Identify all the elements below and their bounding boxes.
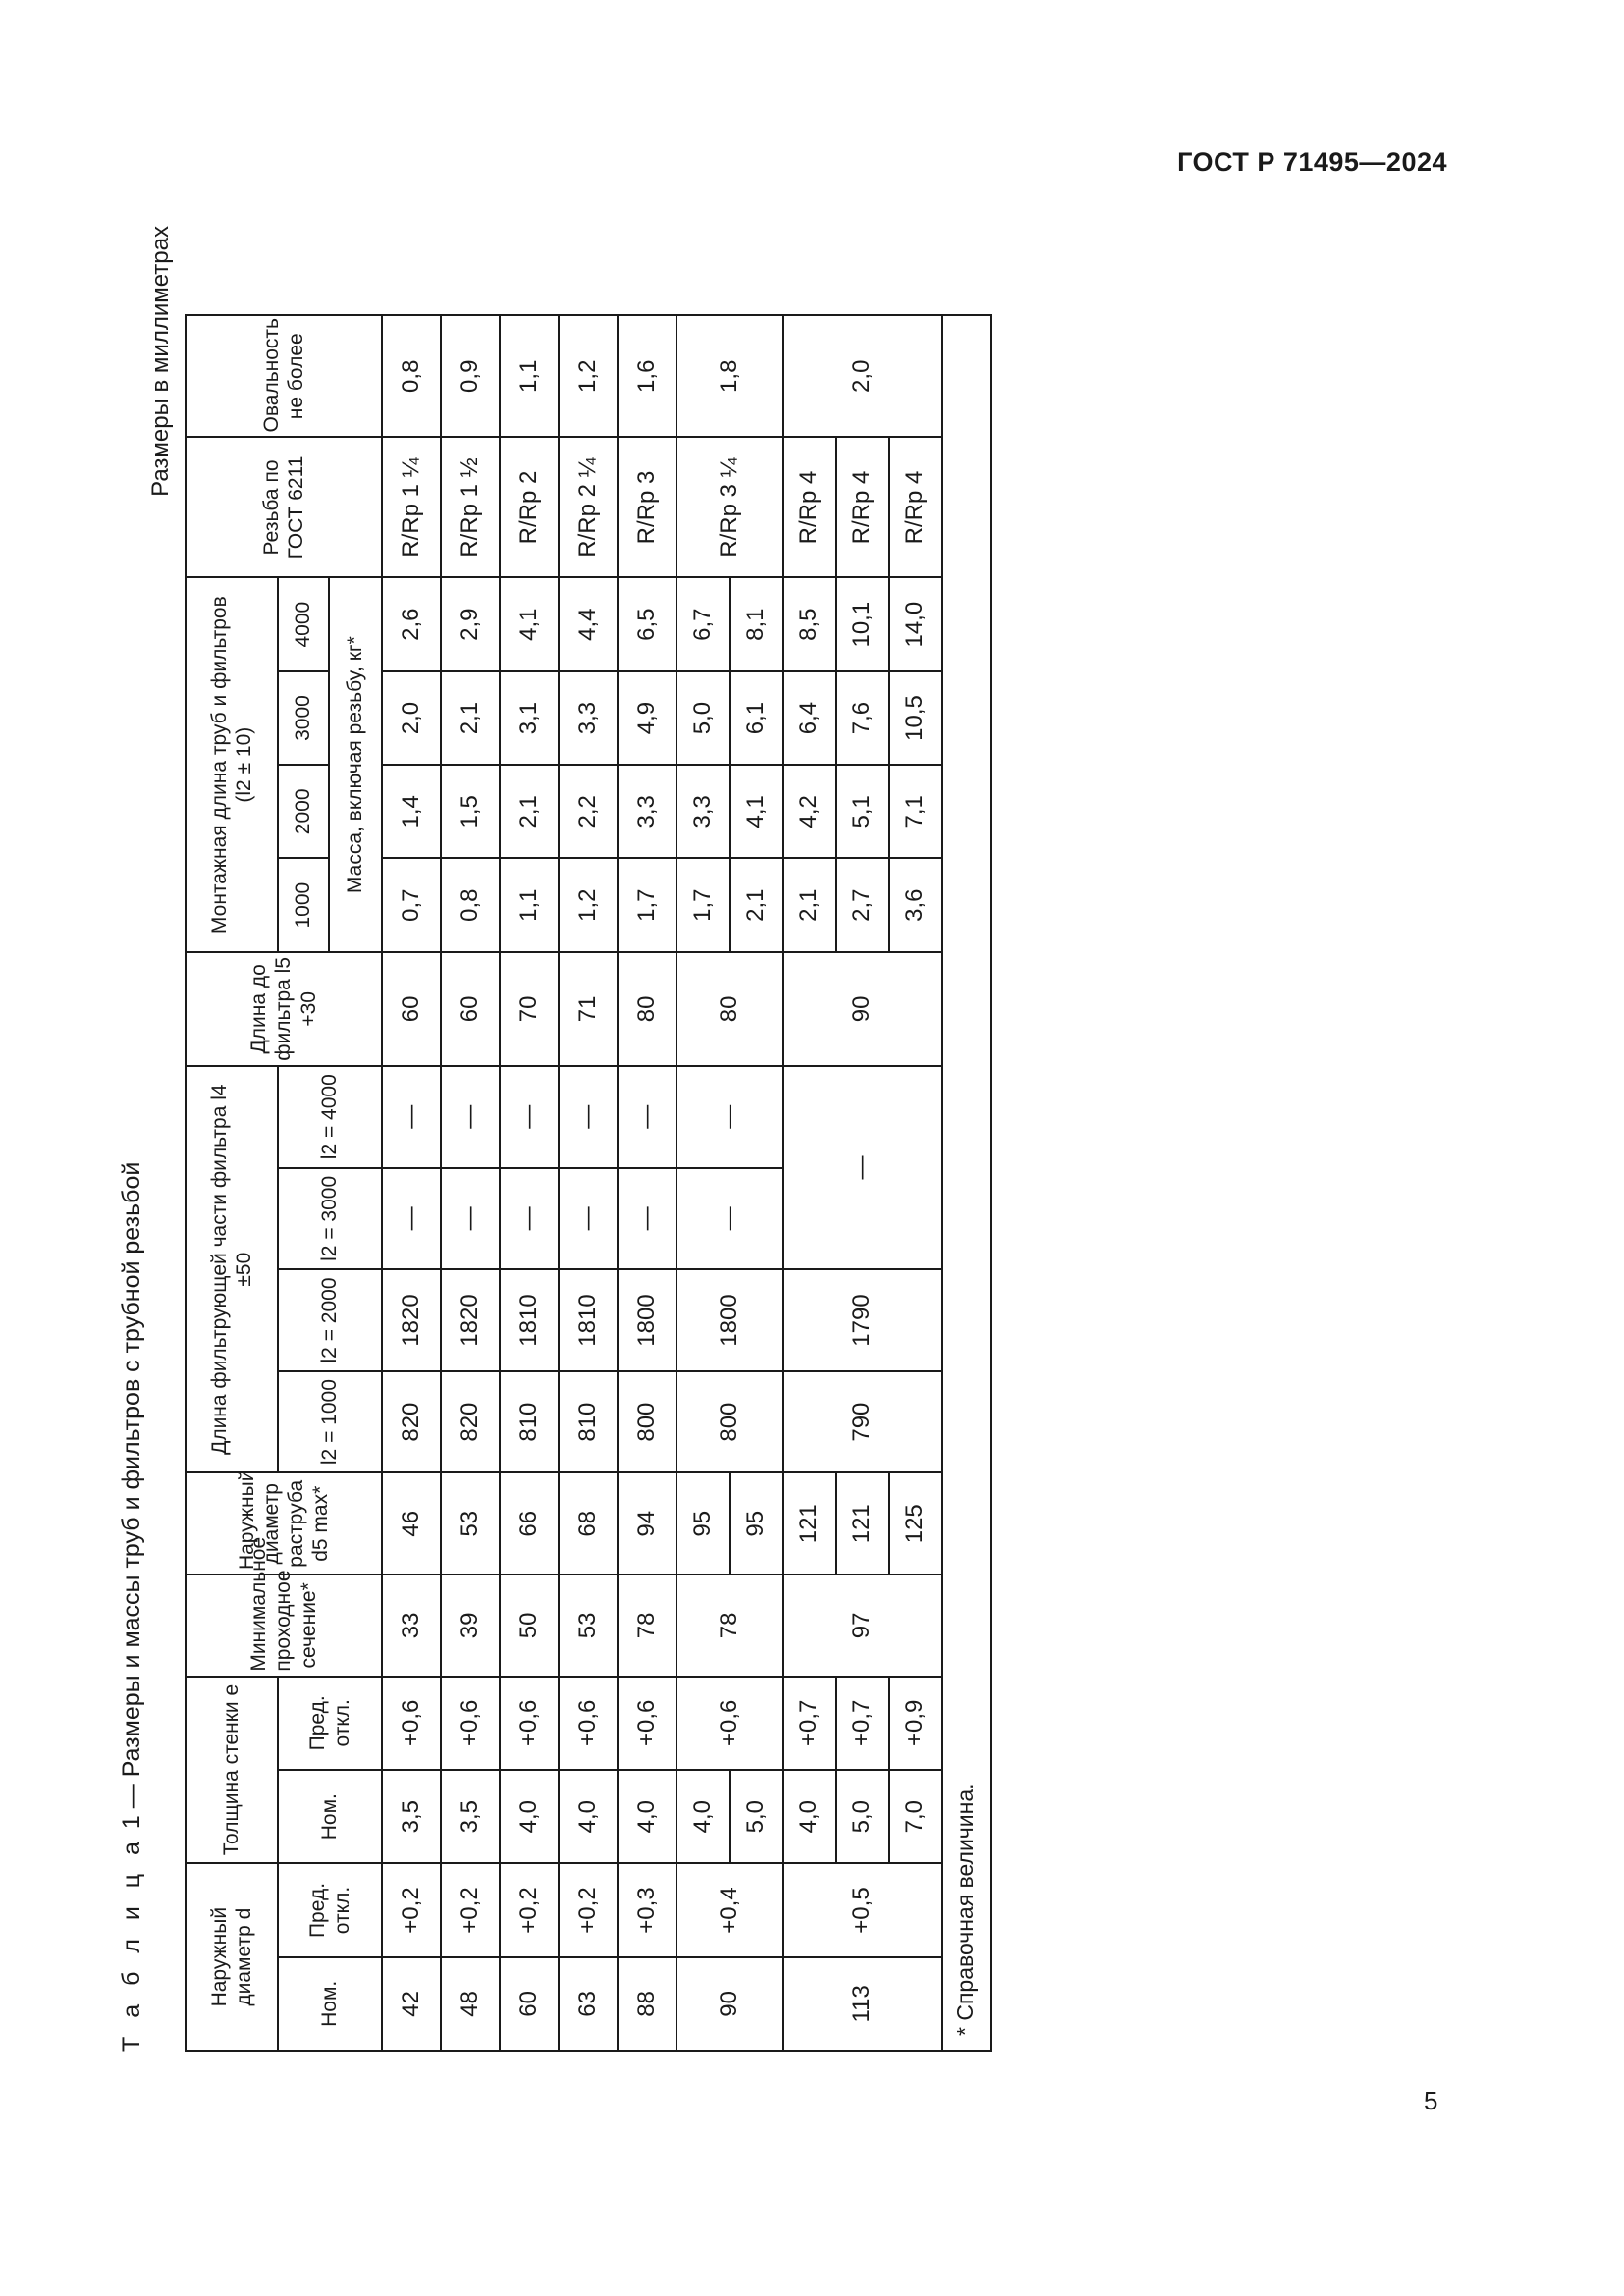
cell-f4: — bbox=[441, 1066, 500, 1168]
cell-m3: 6,4 bbox=[783, 671, 836, 765]
cell-f3: — bbox=[677, 1168, 783, 1270]
cell-f4: — bbox=[500, 1066, 559, 1168]
hdr-m-1000: 1000 bbox=[278, 859, 329, 952]
cell-thread: R/Rp 3 ¼ bbox=[677, 437, 783, 577]
cell-m1: 1,7 bbox=[677, 859, 730, 952]
cell-m3: 3,3 bbox=[559, 671, 618, 765]
cell-et: +0,6 bbox=[382, 1677, 441, 1770]
cell-m1: 2,1 bbox=[730, 859, 783, 952]
cell-f4: — bbox=[618, 1066, 677, 1168]
cell-f1: 820 bbox=[382, 1371, 441, 1473]
cell-m4: 2,6 bbox=[382, 577, 441, 670]
cell-mfs: 78 bbox=[618, 1575, 677, 1677]
table-row bbox=[618, 315, 677, 2051]
cell-d5: 121 bbox=[783, 1472, 836, 1575]
cell-et: +0,7 bbox=[783, 1677, 836, 1770]
hdr-thread: Резьба по ГОСТ 6211 bbox=[186, 437, 382, 577]
cell-et: +0,9 bbox=[889, 1677, 942, 1770]
caption-text: 1 — Размеры и массы труб и фильтров с трубной резьбой bbox=[118, 1161, 145, 1830]
cell-dt: +0,2 bbox=[382, 1863, 441, 1956]
cell-d5: 68 bbox=[559, 1472, 618, 1575]
cell-et: +0,6 bbox=[618, 1677, 677, 1770]
caption-prefix: Т а б л и ц а bbox=[118, 1836, 145, 2052]
cell-m3: 10,5 bbox=[889, 671, 942, 765]
cell-e: 5,0 bbox=[836, 1770, 889, 1863]
cell-d: 60 bbox=[500, 1957, 559, 2051]
cell-f2: 1790 bbox=[783, 1269, 942, 1371]
cell-d5: 94 bbox=[618, 1472, 677, 1575]
cell-f1: 790 bbox=[783, 1371, 942, 1473]
hdr-m-2000: 2000 bbox=[278, 765, 329, 858]
table-row bbox=[500, 315, 559, 2051]
cell-m4: 8,1 bbox=[730, 577, 783, 670]
cell-m2: 5,1 bbox=[836, 765, 889, 858]
cell-m1: 0,8 bbox=[441, 859, 500, 952]
cell-thread: R/Rp 4 bbox=[783, 437, 836, 577]
cell-ov: 1,6 bbox=[618, 315, 677, 437]
hdr-mass: Масса, включая резьбу, кг* bbox=[329, 577, 382, 951]
hdr-d-nom: Ном. bbox=[278, 1957, 382, 2051]
cell-f3: — bbox=[500, 1168, 559, 1270]
hdr-wall-thickness: Толщина стенки e bbox=[186, 1677, 278, 1864]
cell-f1: 820 bbox=[441, 1371, 500, 1473]
cell-e: 7,0 bbox=[889, 1770, 942, 1863]
units-note: Размеры в миллиметрах bbox=[147, 226, 174, 497]
cell-d5: 95 bbox=[677, 1472, 730, 1575]
cell-m1: 3,6 bbox=[889, 859, 942, 952]
cell-m2: 7,1 bbox=[889, 765, 942, 858]
cell-f4: — bbox=[559, 1066, 618, 1168]
cell-et: +0,7 bbox=[836, 1677, 889, 1770]
cell-m3: 2,0 bbox=[382, 671, 441, 765]
dimensions-table bbox=[185, 314, 992, 2052]
cell-m4: 8,5 bbox=[783, 577, 836, 670]
cell-m4: 4,1 bbox=[500, 577, 559, 670]
cell-thread: R/Rp 3 bbox=[618, 437, 677, 577]
cell-e: 3,5 bbox=[441, 1770, 500, 1863]
cell-dt: +0,2 bbox=[559, 1863, 618, 1956]
cell-et: +0,6 bbox=[500, 1677, 559, 1770]
hdr-ovality: Овальность, не более bbox=[186, 315, 382, 437]
hdr-d-tol: Пред. откл. bbox=[278, 1863, 382, 1956]
cell-ov: 0,9 bbox=[441, 315, 500, 437]
cell-f1: 800 bbox=[618, 1371, 677, 1473]
cell-f3: — bbox=[441, 1168, 500, 1270]
cell-d5: 121 bbox=[836, 1472, 889, 1575]
cell-mfs: 78 bbox=[677, 1575, 783, 1677]
cell-ov: 2,0 bbox=[783, 315, 942, 437]
cell-e: 4,0 bbox=[559, 1770, 618, 1863]
table-row bbox=[559, 315, 618, 2051]
hdr-m-4000: 4000 bbox=[278, 577, 329, 670]
cell-m4: 4,4 bbox=[559, 577, 618, 670]
cell-dt: +0,3 bbox=[618, 1863, 677, 1956]
cell-d: 90 bbox=[677, 1957, 783, 2051]
cell-e: 4,0 bbox=[618, 1770, 677, 1863]
cell-m1: 0,7 bbox=[382, 859, 441, 952]
table-container bbox=[185, 226, 1031, 2052]
cell-d: 113 bbox=[783, 1957, 942, 2051]
cell-mfs: 50 bbox=[500, 1575, 559, 1677]
cell-ov: 1,8 bbox=[677, 315, 783, 437]
hdr-m-3000: 3000 bbox=[278, 671, 329, 765]
cell-m2: 1,5 bbox=[441, 765, 500, 858]
table-caption bbox=[118, 1162, 146, 2052]
cell-et: +0,6 bbox=[559, 1677, 618, 1770]
cell-ov: 1,1 bbox=[500, 315, 559, 437]
cell-f3: — bbox=[618, 1168, 677, 1270]
cell-ov: 1,2 bbox=[559, 315, 618, 437]
hdr-e-nom: Ном. bbox=[278, 1770, 382, 1863]
cell-m2: 1,4 bbox=[382, 765, 441, 858]
cell-d: 63 bbox=[559, 1957, 618, 2051]
cell-dt: +0,4 bbox=[677, 1863, 783, 1956]
cell-m3: 4,9 bbox=[618, 671, 677, 765]
cell-d: 42 bbox=[382, 1957, 441, 2051]
cell-d5: 53 bbox=[441, 1472, 500, 1575]
hdr-length-to-filter: Длина до фильтра l5 +30 bbox=[186, 952, 382, 1066]
cell-f1: 810 bbox=[559, 1371, 618, 1473]
rotated-table-area bbox=[118, 226, 1031, 2081]
cell-l5: 70 bbox=[500, 952, 559, 1066]
cell-et: +0,6 bbox=[441, 1677, 500, 1770]
hdr-filter-length: Длина фильтрующей части фильтра l4 ±50 bbox=[186, 1066, 278, 1473]
cell-thread: R/Rp 2 bbox=[500, 437, 559, 577]
cell-l5: 71 bbox=[559, 952, 618, 1066]
cell-e: 3,5 bbox=[382, 1770, 441, 1863]
hdr-socket-diameter: Наружный диаметр раструба d5 max* bbox=[186, 1472, 382, 1575]
cell-f2: 1800 bbox=[677, 1269, 783, 1371]
cell-thread: R/Rp 4 bbox=[836, 437, 889, 577]
cell-d5: 95 bbox=[730, 1472, 783, 1575]
table-row bbox=[382, 315, 441, 2051]
cell-m1: 1,2 bbox=[559, 859, 618, 952]
cell-e: 4,0 bbox=[783, 1770, 836, 1863]
cell-f2: 1820 bbox=[382, 1269, 441, 1371]
cell-f2: 1810 bbox=[500, 1269, 559, 1371]
cell-m4: 6,7 bbox=[677, 577, 730, 670]
hdr-min-flow: Минимальное проходное сечение* bbox=[186, 1575, 382, 1677]
cell-m4: 14,0 bbox=[889, 577, 942, 670]
page-number: 5 bbox=[1424, 2086, 1438, 2115]
cell-f4: — bbox=[382, 1066, 441, 1168]
cell-et: +0,6 bbox=[677, 1677, 783, 1770]
cell-d5: 46 bbox=[382, 1472, 441, 1575]
cell-dt: +0,2 bbox=[500, 1863, 559, 1956]
cell-m1: 2,7 bbox=[836, 859, 889, 952]
hdr-outer-diameter: Наружный диаметр d bbox=[186, 1863, 278, 2051]
cell-l5: 60 bbox=[382, 952, 441, 1066]
cell-thread: R/Rp 2 ¼ bbox=[559, 437, 618, 577]
cell-m3: 7,6 bbox=[836, 671, 889, 765]
cell-f1: 800 bbox=[677, 1371, 783, 1473]
cell-f2: 1820 bbox=[441, 1269, 500, 1371]
cell-m2: 3,3 bbox=[677, 765, 730, 858]
cell-l5: 80 bbox=[618, 952, 677, 1066]
cell-thread: R/Rp 1 ½ bbox=[441, 437, 500, 577]
cell-m4: 6,5 bbox=[618, 577, 677, 670]
cell-l5: 80 bbox=[677, 952, 783, 1066]
cell-m1: 2,1 bbox=[783, 859, 836, 952]
table-row bbox=[783, 315, 836, 2051]
cell-mfs: 33 bbox=[382, 1575, 441, 1677]
cell-m4: 10,1 bbox=[836, 577, 889, 670]
cell-e: 4,0 bbox=[500, 1770, 559, 1863]
hdr-mount-length: Монтажная длина труб и фильтров (l2 ± 10) bbox=[186, 577, 278, 951]
footnote: * Справочная величина. bbox=[942, 315, 991, 2051]
footnote-row bbox=[942, 315, 991, 2051]
cell-f4: — bbox=[677, 1066, 783, 1168]
table-row bbox=[677, 315, 730, 2051]
cell-thread: R/Rp 1 ¼ bbox=[382, 437, 441, 577]
hdr-fl-1000: l2 = 1000 bbox=[278, 1371, 382, 1473]
cell-m2: 4,2 bbox=[783, 765, 836, 858]
cell-m2: 4,1 bbox=[730, 765, 783, 858]
cell-f34: — bbox=[783, 1066, 942, 1269]
standard-code: ГОСТ Р 71495—2024 bbox=[1177, 147, 1447, 177]
hdr-fl-4000: l2 = 4000 bbox=[278, 1066, 382, 1168]
cell-m2: 2,2 bbox=[559, 765, 618, 858]
cell-f1: 810 bbox=[500, 1371, 559, 1473]
cell-d5: 125 bbox=[889, 1472, 942, 1575]
hdr-fl-3000: l2 = 3000 bbox=[278, 1168, 382, 1270]
cell-ov: 0,8 bbox=[382, 315, 441, 437]
cell-mfs: 97 bbox=[783, 1575, 942, 1677]
cell-f2: 1800 bbox=[618, 1269, 677, 1371]
cell-thread: R/Rp 4 bbox=[889, 437, 942, 577]
cell-m3: 3,1 bbox=[500, 671, 559, 765]
cell-mfs: 53 bbox=[559, 1575, 618, 1677]
cell-d: 88 bbox=[618, 1957, 677, 2051]
cell-m1: 1,7 bbox=[618, 859, 677, 952]
cell-m3: 5,0 bbox=[677, 671, 730, 765]
cell-m4: 2,9 bbox=[441, 577, 500, 670]
cell-m2: 3,3 bbox=[618, 765, 677, 858]
cell-l5: 60 bbox=[441, 952, 500, 1066]
cell-e: 4,0 bbox=[677, 1770, 730, 1863]
cell-f2: 1810 bbox=[559, 1269, 618, 1371]
cell-m3: 6,1 bbox=[730, 671, 783, 765]
hdr-e-tol: Пред. откл. bbox=[278, 1677, 382, 1770]
cell-e: 5,0 bbox=[730, 1770, 783, 1863]
cell-mfs: 39 bbox=[441, 1575, 500, 1677]
cell-m3: 2,1 bbox=[441, 671, 500, 765]
table-row bbox=[441, 315, 500, 2051]
cell-m2: 2,1 bbox=[500, 765, 559, 858]
cell-dt: +0,5 bbox=[783, 1863, 942, 1956]
cell-dt: +0,2 bbox=[441, 1863, 500, 1956]
hdr-fl-2000: l2 = 2000 bbox=[278, 1269, 382, 1371]
cell-d5: 66 bbox=[500, 1472, 559, 1575]
cell-l5: 90 bbox=[783, 952, 942, 1066]
cell-f3: — bbox=[382, 1168, 441, 1270]
header-row-1 bbox=[186, 315, 278, 2051]
cell-d: 48 bbox=[441, 1957, 500, 2051]
cell-m1: 1,1 bbox=[500, 859, 559, 952]
cell-f3: — bbox=[559, 1168, 618, 1270]
